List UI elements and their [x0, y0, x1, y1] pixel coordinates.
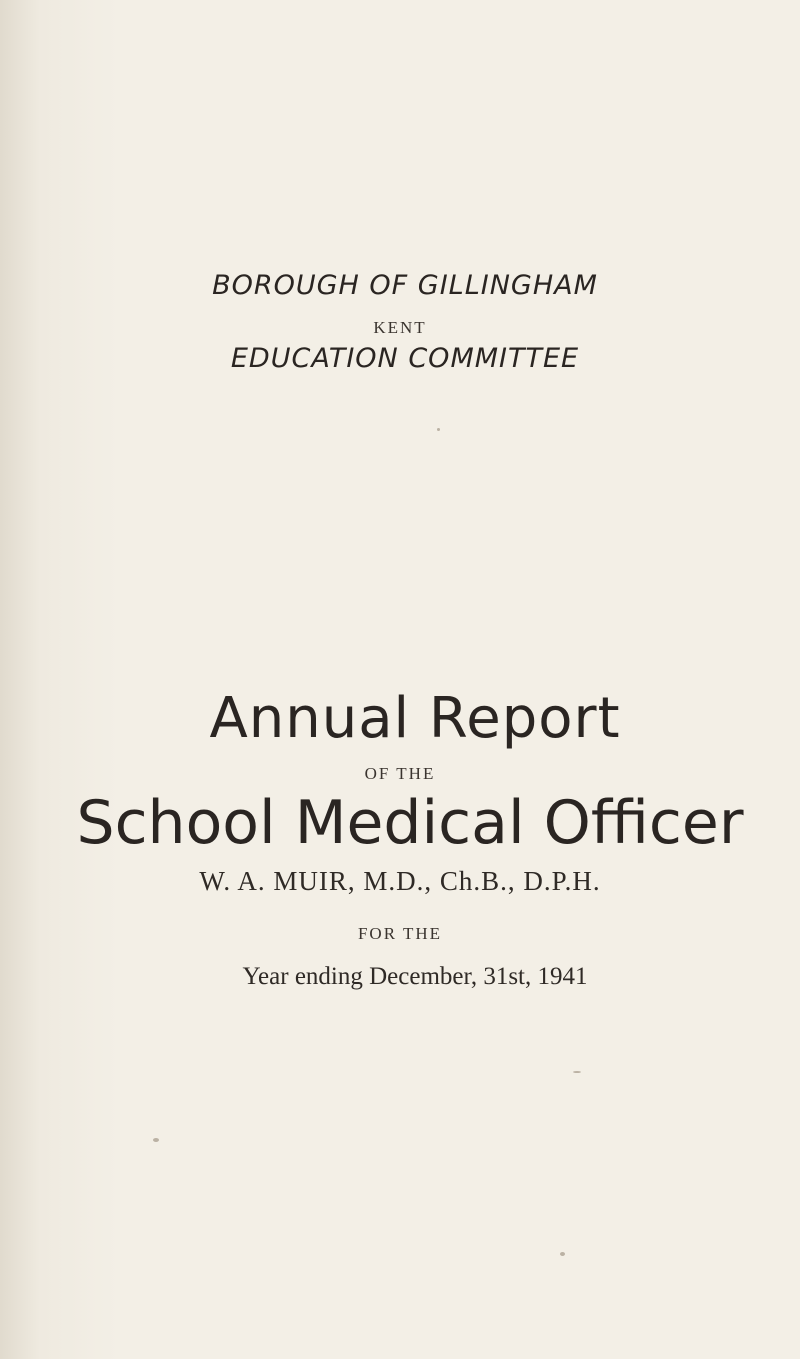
county-label: KENT: [373, 318, 427, 337]
report-period: Year ending December, 31st, 1941: [242, 963, 588, 990]
paper-speck: [573, 1071, 581, 1073]
paper-speck: [153, 1138, 159, 1142]
committee-heading: EDUCATION COMMITTEE: [230, 343, 580, 374]
officer-title: School Medical Officer: [76, 788, 744, 858]
of-the-connector: OF THE: [364, 764, 436, 783]
report-title: Annual Report: [209, 686, 621, 751]
borough-heading: BOROUGH OF GILLINGHAM: [212, 270, 598, 301]
paper-speck: [560, 1252, 565, 1256]
author-name: W. A. MUIR, M.D., Ch.B., D.P.H.: [199, 866, 601, 896]
paper-speck: [437, 428, 440, 431]
for-the-connector: FOR THE: [357, 924, 443, 943]
